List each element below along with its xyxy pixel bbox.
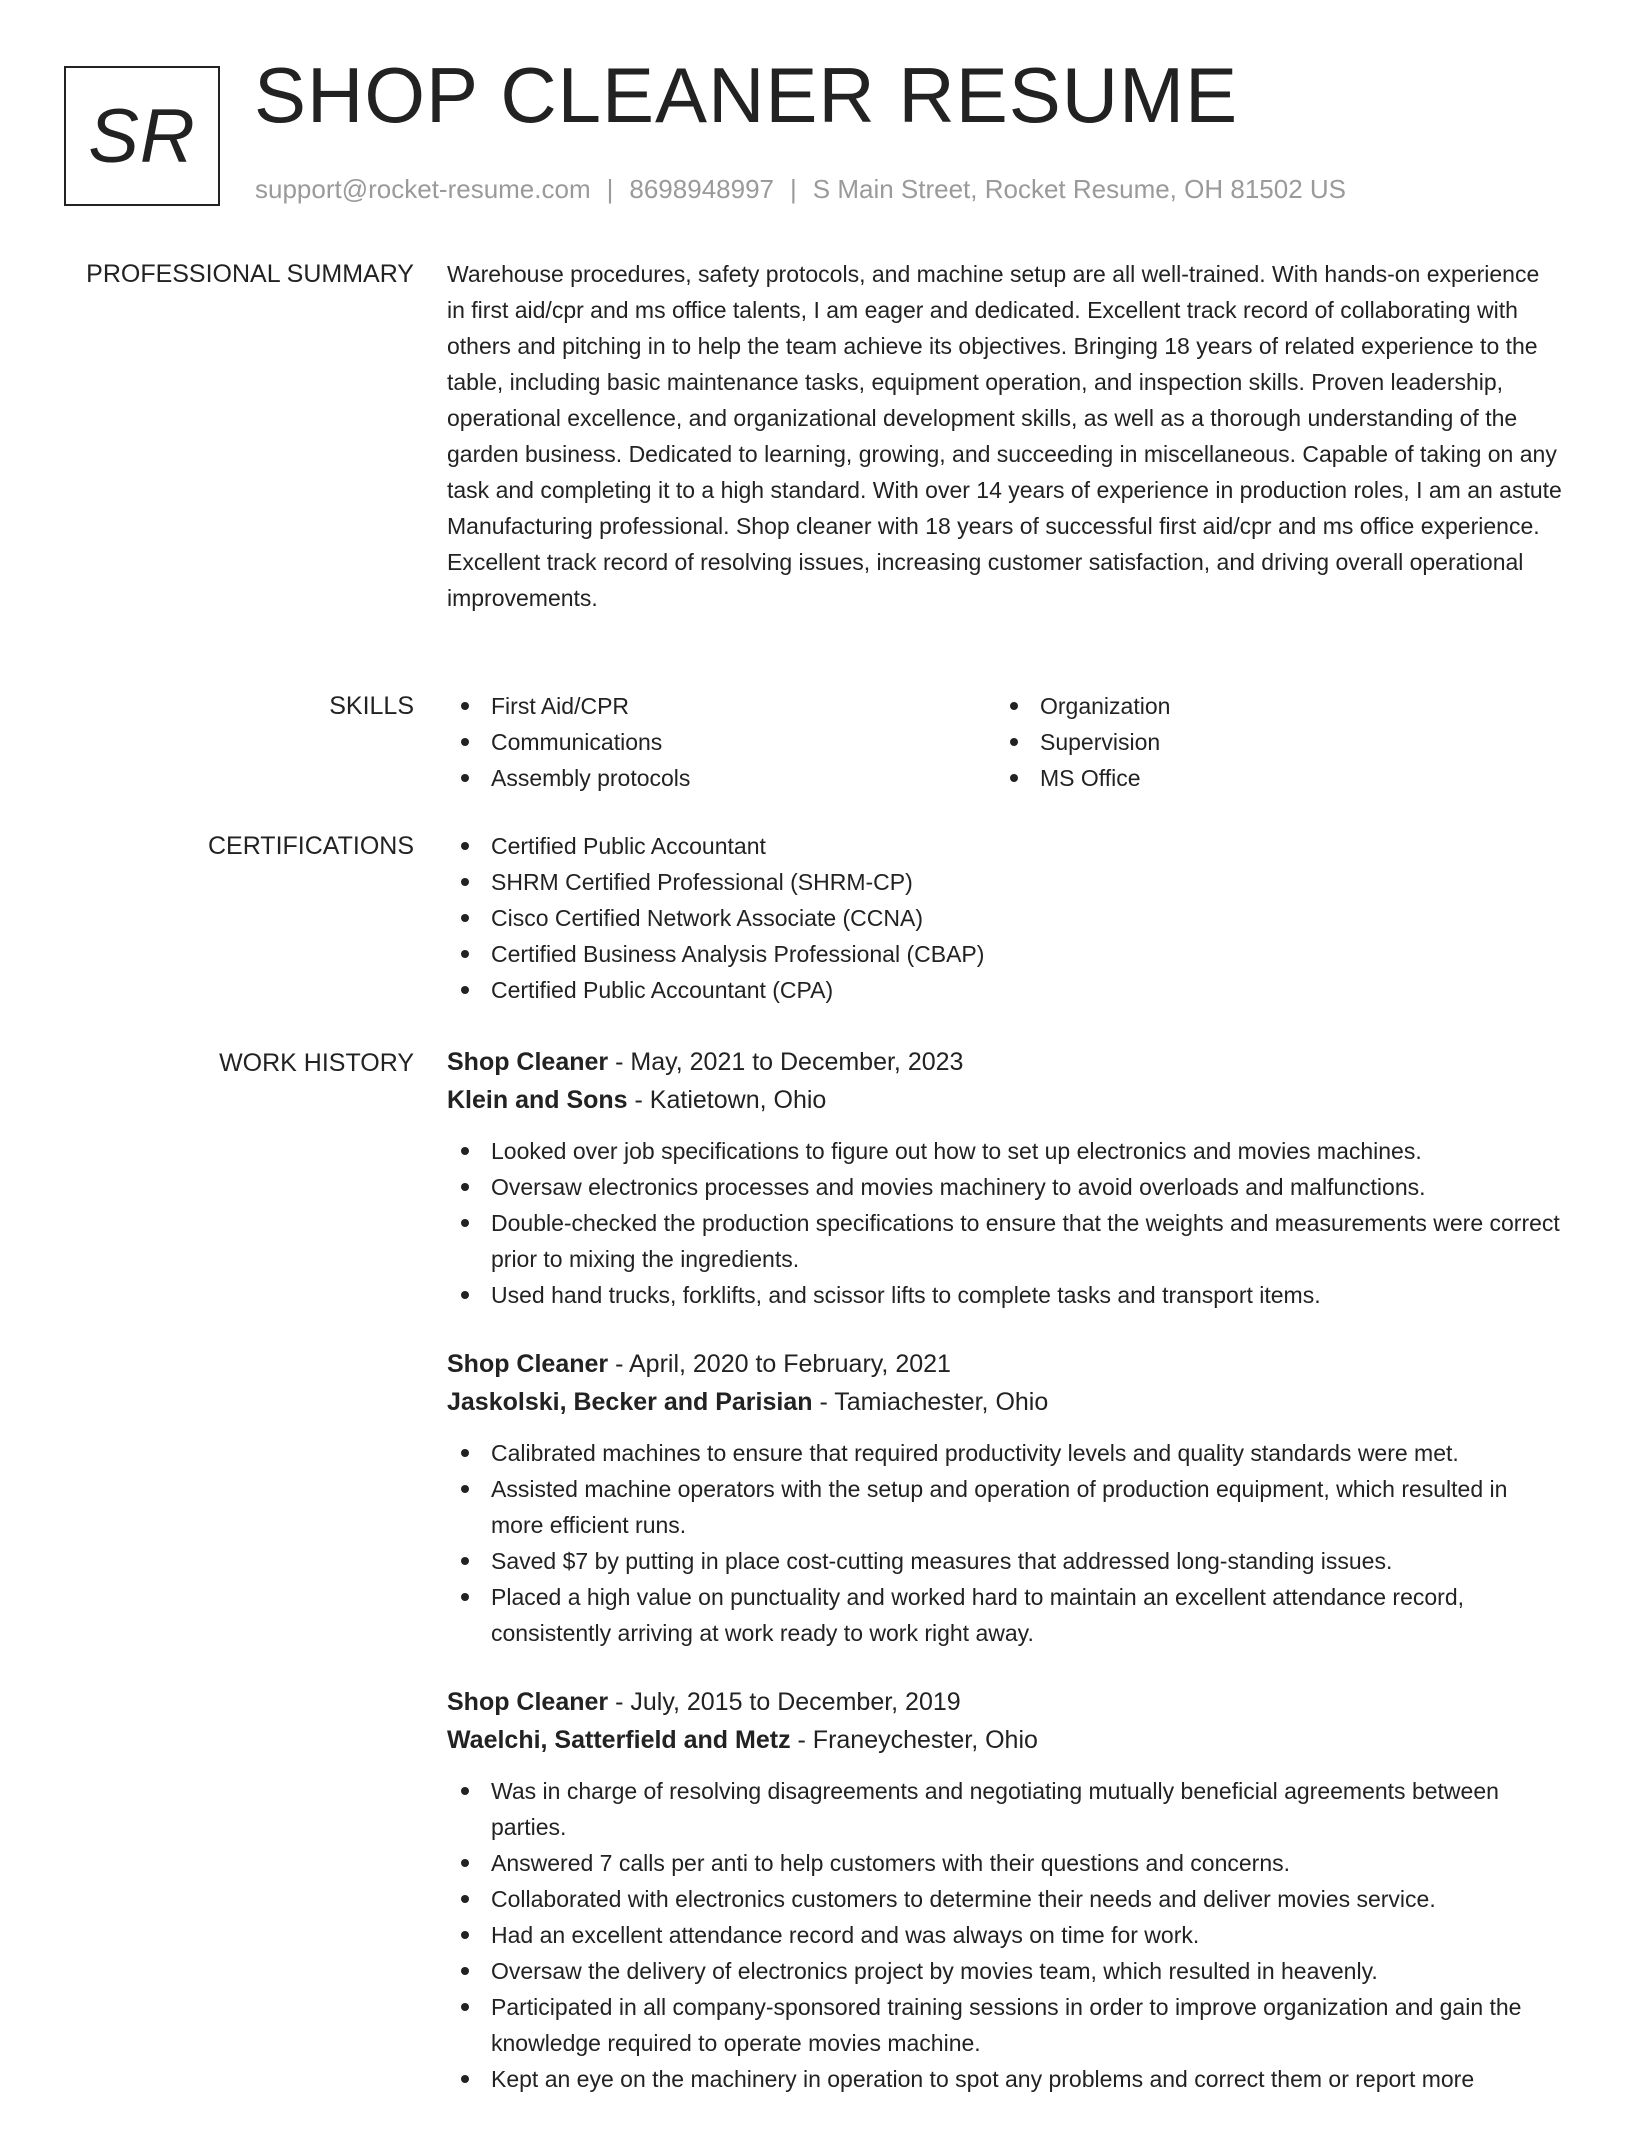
- certifications-body: [447, 828, 1562, 1008]
- job-duty-item: Participated in all company-sponsored training sessions in order to improve organization and gain the knowledge required to operate movies machine.: [447, 1989, 1562, 2061]
- job-entry: [447, 1345, 1562, 1651]
- job-duty-item: Saved $7 by putting in place cost-cutting measures that addressed long-standing issues.: [447, 1543, 1562, 1579]
- skills-list-right: [996, 688, 1545, 796]
- job-dates: - April, 2020 to February, 2021: [608, 1350, 951, 1378]
- job-company-line: [447, 1383, 1562, 1421]
- summary-heading: PROFESSIONAL SUMMARY: [86, 260, 414, 288]
- job-duty-item: Was in charge of resolving disagreements and negotiating mutually beneficial agreements between parties.: [447, 1773, 1562, 1845]
- job-duty-item: Oversaw electronics processes and movies machinery to avoid overloads and malfunctions.: [447, 1169, 1562, 1205]
- job-duties-list: [447, 1773, 1562, 2097]
- job-location: - Tamiachester, Ohio: [812, 1388, 1049, 1416]
- certification-item: Certified Public Accountant: [447, 828, 1562, 864]
- summary-body: [447, 256, 1562, 616]
- job-duty-item: Oversaw the delivery of electronics project by movies team, which resulted in heavenly.: [447, 1953, 1562, 1989]
- skill-item: First Aid/CPR: [447, 688, 996, 724]
- work-history-body: [447, 1043, 1562, 2129]
- job-duty-item: Double-checked the production specifications to ensure that the weights and measurements were correct prior to mixing the ingredients.: [447, 1205, 1562, 1277]
- job-company: Jaskolski, Becker and Parisian: [447, 1388, 813, 1416]
- work-history-heading: WORK HISTORY: [219, 1049, 414, 1077]
- certification-item: SHRM Certified Professional (SHRM-CP): [447, 864, 1562, 900]
- monogram-badge: SR: [64, 66, 220, 206]
- certification-item: Certified Business Analysis Professional (CBAP): [447, 936, 1562, 972]
- contact-line: [255, 176, 1346, 202]
- job-entry: [447, 1683, 1562, 2097]
- job-title-line: [447, 1683, 1562, 1721]
- skills-body: [447, 688, 1562, 796]
- job-title-line: [447, 1043, 1562, 1081]
- job-duty-item: Had an excellent attendance record and was always on time for work.: [447, 1917, 1562, 1953]
- job-company: Waelchi, Satterfield and Metz: [447, 1726, 791, 1754]
- summary-text: Warehouse procedures, safety protocols, and machine setup are all well-trained. With hands-on experience in first aid/cpr and ms office talents, I am eager and dedicated. Excellent track record of collaborating with others and pitching in to help the team achieve its objectives. Bringing 18 years of related experience to the table, including basic maintenance tasks, equipment operation, and inspection skills. Proven leadership, operational excellence, and organizational development skills, as well as a thorough understanding of the garden business. Dedicated to learning, growing, and succeeding in miscellaneous. Capable of taking on any task and completing it to a high standard. With over 14 years of experience in production roles, I am an astute Manufacturing professional. Shop cleaner with 18 years of successful first aid/cpr and ms office experience. Excellent track record of resolving issues, increasing customer satisfaction, and driving overall operational improvements.: [447, 261, 1562, 611]
- job-company-line: [447, 1081, 1562, 1119]
- job-company-line: [447, 1721, 1562, 1759]
- certification-item: Cisco Certified Network Associate (CCNA): [447, 900, 1562, 936]
- job-location: - Franeychester, Ohio: [790, 1726, 1038, 1754]
- job-location: - Katietown, Ohio: [627, 1086, 827, 1114]
- job-title: Shop Cleaner: [447, 1688, 609, 1716]
- job-title: Shop Cleaner: [447, 1350, 609, 1378]
- contact-phone[interactable]: 8698948997: [629, 174, 774, 204]
- job-duty-item: Assisted machine operators with the setup and operation of production equipment, which resulted in more efficient runs.: [447, 1471, 1562, 1543]
- contact-separator: |: [606, 174, 614, 204]
- skill-item: Communications: [447, 724, 996, 760]
- job-title-line: [447, 1345, 1562, 1383]
- skills-heading: SKILLS: [329, 692, 414, 720]
- skill-item: Organization: [996, 688, 1545, 724]
- job-dates: - May, 2021 to December, 2023: [608, 1048, 964, 1076]
- job-duty-item: Calibrated machines to ensure that required productivity levels and quality standards were met.: [447, 1435, 1562, 1471]
- job-duties-list: [447, 1133, 1562, 1313]
- skill-item: Assembly protocols: [447, 760, 996, 796]
- job-entry: [447, 1043, 1562, 1313]
- job-duty-item: Placed a high value on punctuality and worked hard to maintain an excellent attendance record, consistently arriving at work ready to work right away.: [447, 1579, 1562, 1651]
- job-duty-item: Kept an eye on the machinery in operation to spot any problems and correct them or report more: [447, 2061, 1562, 2097]
- job-duty-item: Collaborated with electronics customers to determine their needs and deliver movies service.: [447, 1881, 1562, 1917]
- contact-address: S Main Street, Rocket Resume, OH 81502 US: [812, 174, 1346, 204]
- job-dates: - July, 2015 to December, 2019: [608, 1688, 961, 1716]
- job-title: Shop Cleaner: [447, 1048, 609, 1076]
- contact-separator: |: [790, 174, 797, 204]
- job-duties-list: [447, 1435, 1562, 1651]
- skill-item: Supervision: [996, 724, 1545, 760]
- certifications-heading: CERTIFICATIONS: [207, 832, 414, 860]
- certifications-list: [447, 828, 1562, 1008]
- job-duty-item: Answered 7 calls per anti to help customers with their questions and concerns.: [447, 1845, 1562, 1881]
- job-duty-item: Looked over job specifications to figure out how to set up electronics and movies machines.: [447, 1133, 1562, 1169]
- resume-title: SHOP CLEANER RESUME: [254, 51, 1239, 139]
- skill-item: MS Office: [996, 760, 1545, 796]
- skills-list-left: [447, 688, 996, 796]
- job-duty-item: Used hand trucks, forklifts, and scissor lifts to complete tasks and transport items.: [447, 1277, 1562, 1313]
- contact-email[interactable]: support@rocket-resume.com: [255, 174, 591, 204]
- certification-item: Certified Public Accountant (CPA): [447, 972, 1562, 1008]
- job-company: Klein and Sons: [447, 1086, 628, 1114]
